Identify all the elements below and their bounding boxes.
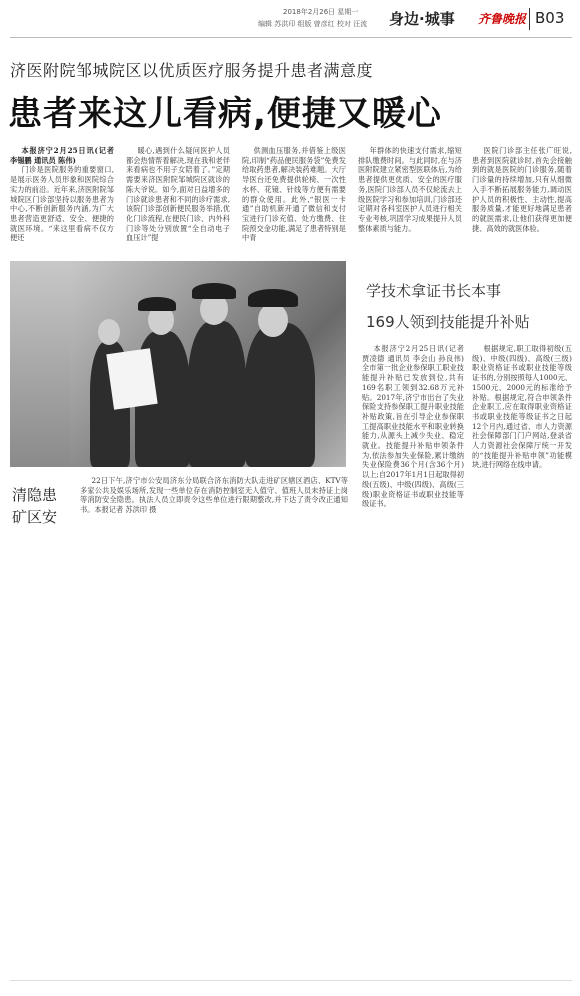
article1-column-1 — [10, 146, 114, 256]
article1-column-text: 年群体的快速支付需求,缩短排队缴费时间。与此同时,在与济医附院建立紧密型医联体后,为给患者提供更优质、安全的医疗服务,医院门诊部人员不仅轮流去上级医院学习和参加培训,门诊部还定期对各科室医护人员进行相关专业考核,巩固学习成果提升人员整体素质与能力。 — [358, 146, 462, 233]
page-header — [0, 0, 580, 38]
editor-line: 编辑 苏洪印 组版 曾彦红 校对 汪流 — [258, 20, 368, 28]
photo-document — [106, 348, 157, 410]
section-name: 身边·城事 — [389, 10, 455, 28]
article1-headline: 患者来这儿看病,便捷又暖心 — [8, 94, 442, 134]
bottom-rule — [10, 980, 572, 981]
article2-title: 学技术拿证书长本事 — [366, 282, 502, 300]
news-photo — [10, 261, 346, 467]
photo-story-title: 清隐患 矿区安 — [12, 486, 58, 526]
photo-wall — [10, 261, 70, 467]
photo-face — [258, 303, 288, 337]
article2-column-2 — [472, 344, 572, 554]
page-number: B03 — [535, 9, 565, 27]
header-rule — [10, 37, 572, 38]
article2-column-1 — [362, 344, 464, 554]
photo-story-text: 22日下午,济宁市公安局济东分局联合济东消防大队走进矿区辖区酒店、KTV等多家公共及娱乐场所,发现一些单位存在消防控制室无人值守、值班人员未持证上岗等消防安全隐患。执法人员立即责令这些单位进行限期整改,并下达了责令改正通知书。本报记者 苏洪印 摄 — [80, 476, 348, 515]
photo-face — [98, 319, 120, 345]
article1-column-text: 暖心,遇到什么疑问医护人员都会热情帮着解决,现在我和老伴来看病也不用子女陪着了。”定期需要来济医附院邹城院区就诊的陈大爷说。如今,面对日益增多的门诊就诊患者和不同的诊疗需求,该院门诊部创新便民服务举措,优化门诊流程,在便民门诊、内外科门诊等处分别放置“全自动电子血压计”提 — [126, 146, 230, 243]
article1-column-3 — [242, 146, 346, 256]
article1-column-2 — [126, 146, 230, 256]
photo-cap — [192, 283, 236, 299]
date-line: 2018年2月26日 星期一 — [283, 8, 359, 16]
header-separator — [529, 8, 530, 30]
article1-subhead: 济医附院邹城院区以优质医疗服务提升患者满意度 — [10, 61, 374, 80]
photo-officer — [188, 321, 246, 467]
article1-column-5 — [472, 146, 572, 256]
article1-column-4 — [358, 146, 462, 256]
photo-officer — [245, 323, 315, 467]
newspaper-logo: 齐鲁晚报 — [478, 12, 527, 26]
article2-subtitle: 169人领到技能提升补贴 — [366, 313, 530, 331]
article1-column-text: 门诊是医院服务的重要窗口,是展示医务人员形象和医院综合实力的前沿。近年来,济医附院邹城院区门诊部坚持以服务患者为中心,不断创新服务内涵,为广大患者营造更舒适、安全、便捷的就医环境。“来这里看病不仅方便还 — [10, 165, 114, 243]
article2-column-text: 本报济宁2月25日讯(记者 贾凌德 通讯员 李会山 孙良伟) 全市第一批企业参保职工职业技能提升补贴已发放到位,共有169名职工领到32.68万元补贴。2017年,济宁市出台了失业保险支持参保职工提升职业技能补贴政策,旨在引导企业参保职工提高职业技能水平和职业转换能力,从源头上减少失业、稳定就业。技能提升补贴申领条件为,依法参加失业保险,累计缴纳失业保险费36个月(含36个月)以上;自2017年1月1日起取得初级(五级)、中级(四级)、高级(三级)职业资格证书或职业技能等级证书。 — [362, 344, 464, 509]
photo-cap — [248, 289, 298, 307]
article1-byline: 本报济宁2月25日讯(记者 李锡鹏 通讯员 陈伟) — [10, 146, 114, 165]
article2-column-text: 根据规定,职工取得初级(五级)、中级(四级)、高级(三级)职业资格证书或职业技能等级证书的,分别按照每人1000元、1500元、2000元的标准给予补贴。根据规定,符合申领条件企业职工,应在取得职业资格证书或职业技能等级证书之日起12个月内,通过省、市人力资源社会保障部门门户网站,登录省人力资源社会保障厅统一开发的“技能提升补贴申领”功能模块,进行网络在线申请。 — [472, 344, 572, 470]
article1-column-text: 供测血压服务,并借鉴上级医院,印制“药品便民服务袋”免费发给取药患者,解决装药难题。大厅导医台还免费提供轮椅、一次性水杯、花镜、针线等方便有需要的群众使用。此外,“银医一卡通”自助机新开通了微信和支付宝进行门诊充值、处方缴费、住院预交金功能,满足了患者特别是中青 — [242, 146, 346, 243]
photo-story-caption — [80, 476, 348, 515]
photo-cap — [138, 297, 176, 311]
article1-column-text: 医院门诊部主任张广旺说,患者到医院就诊时,首先会接触到的就是医院的门诊服务,随着门诊量的持续增加,只有从细微入手不断拓展服务能力,调动医护人员的积极性、主动性,提高服务质量,才能更好地满足患者的就医需求,让他们获得更加便捷、高效的就医体验。 — [472, 146, 572, 233]
